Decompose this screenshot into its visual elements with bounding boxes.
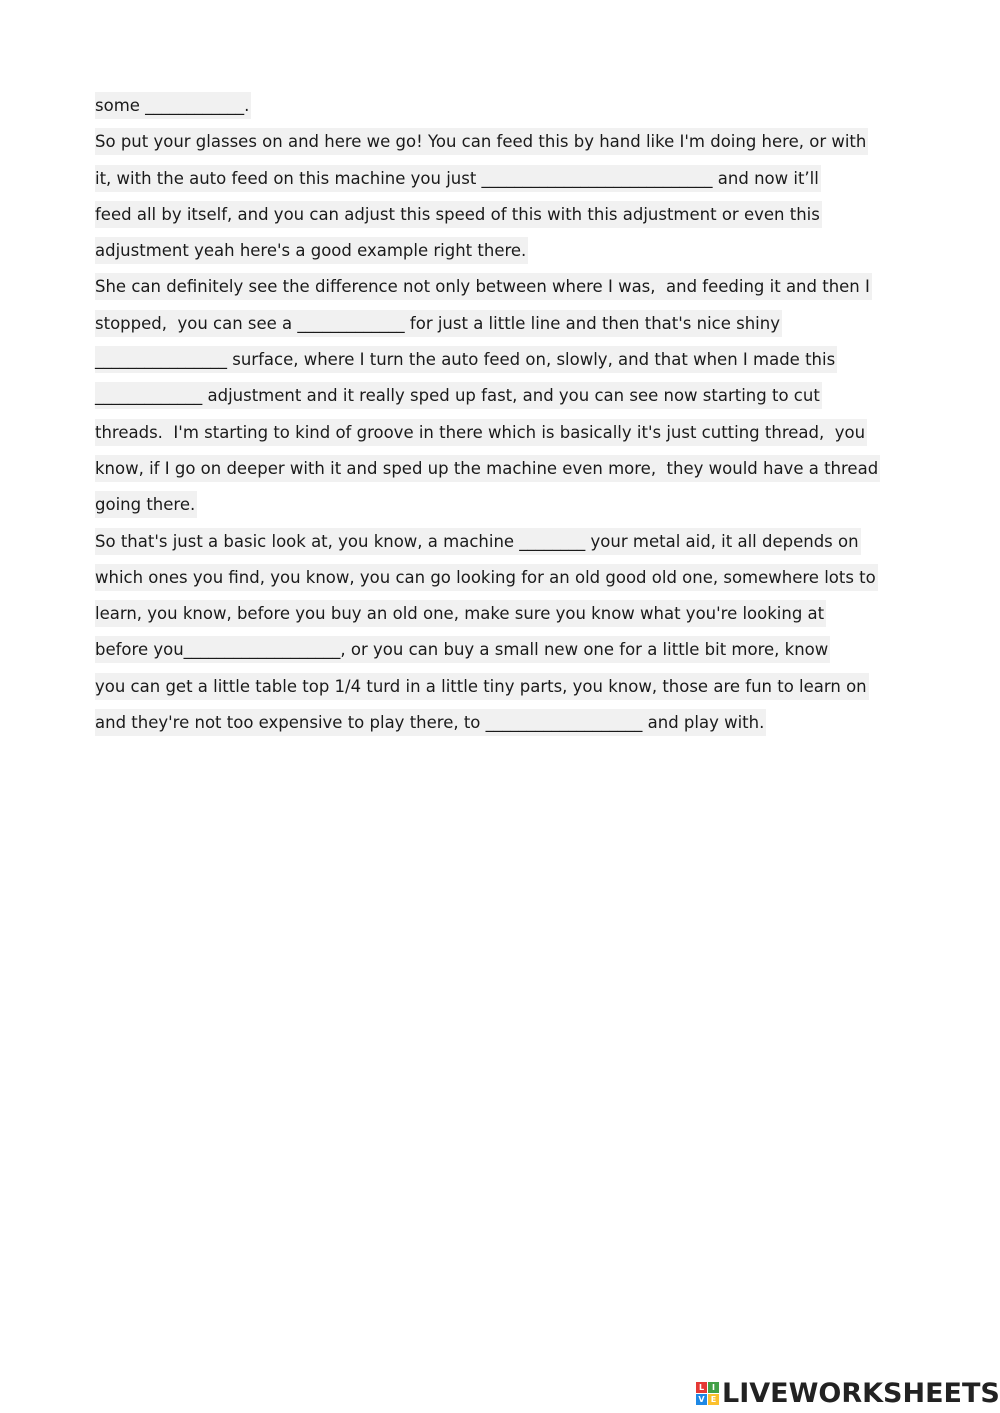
text-line: adjustment yeah here's a good example right there. <box>95 233 915 269</box>
text-line: _____________ adjustment and it really sped up fast, and you can see now starting to cut <box>95 378 915 414</box>
worksheet-text <box>95 88 915 741</box>
logo-mark-letter: I <box>708 1382 719 1393</box>
text-line: She can definitely see the difference not only between where I was, and feeding it and then I <box>95 269 915 305</box>
text-line: some ____________. <box>95 88 915 124</box>
text-line: know, if I go on deeper with it and sped up the machine even more, they would have a thread <box>95 451 915 487</box>
logo-mark-letter: V <box>696 1394 707 1405</box>
text-line: which ones you find, you know, you can go looking for an old good old one, somewhere lots to <box>95 560 915 596</box>
text-line: you can get a little table top 1/4 turd in a little tiny parts, you know, those are fun to learn on <box>95 669 915 705</box>
liveworksheets-logo <box>696 1376 1000 1410</box>
text-line: before you___________________, or you can buy a small new one for a little bit more, know <box>95 632 915 668</box>
text-line: and they're not too expensive to play there, to ___________________ and play with. <box>95 705 915 741</box>
text-line: ________________ surface, where I turn the auto feed on, slowly, and that when I made this <box>95 342 915 378</box>
logo-text: LIVEWORKSHEETS <box>722 1377 1000 1409</box>
text-line: feed all by itself, and you can adjust this speed of this with this adjustment or even this <box>95 197 915 233</box>
text-line: So that's just a basic look at, you know, a machine ________ your metal aid, it all depends on <box>95 524 915 560</box>
text-line: going there. <box>95 487 915 523</box>
logo-mark-letter: E <box>708 1394 719 1405</box>
text-line: stopped, you can see a _____________ for just a little line and then that's nice shiny <box>95 306 915 342</box>
text-line: learn, you know, before you buy an old one, make sure you know what you're looking at <box>95 596 915 632</box>
text-line: So put your glasses on and here we go! You can feed this by hand like I'm doing here, or with <box>95 124 915 160</box>
text-line: threads. I'm starting to kind of groove in there which is basically it's just cutting thread, you <box>95 415 915 451</box>
text-line: it, with the auto feed on this machine you just ____________________________ and now it’ll <box>95 161 915 197</box>
logo-mark-letter: L <box>696 1382 707 1393</box>
logo-mark-icon <box>696 1382 719 1405</box>
